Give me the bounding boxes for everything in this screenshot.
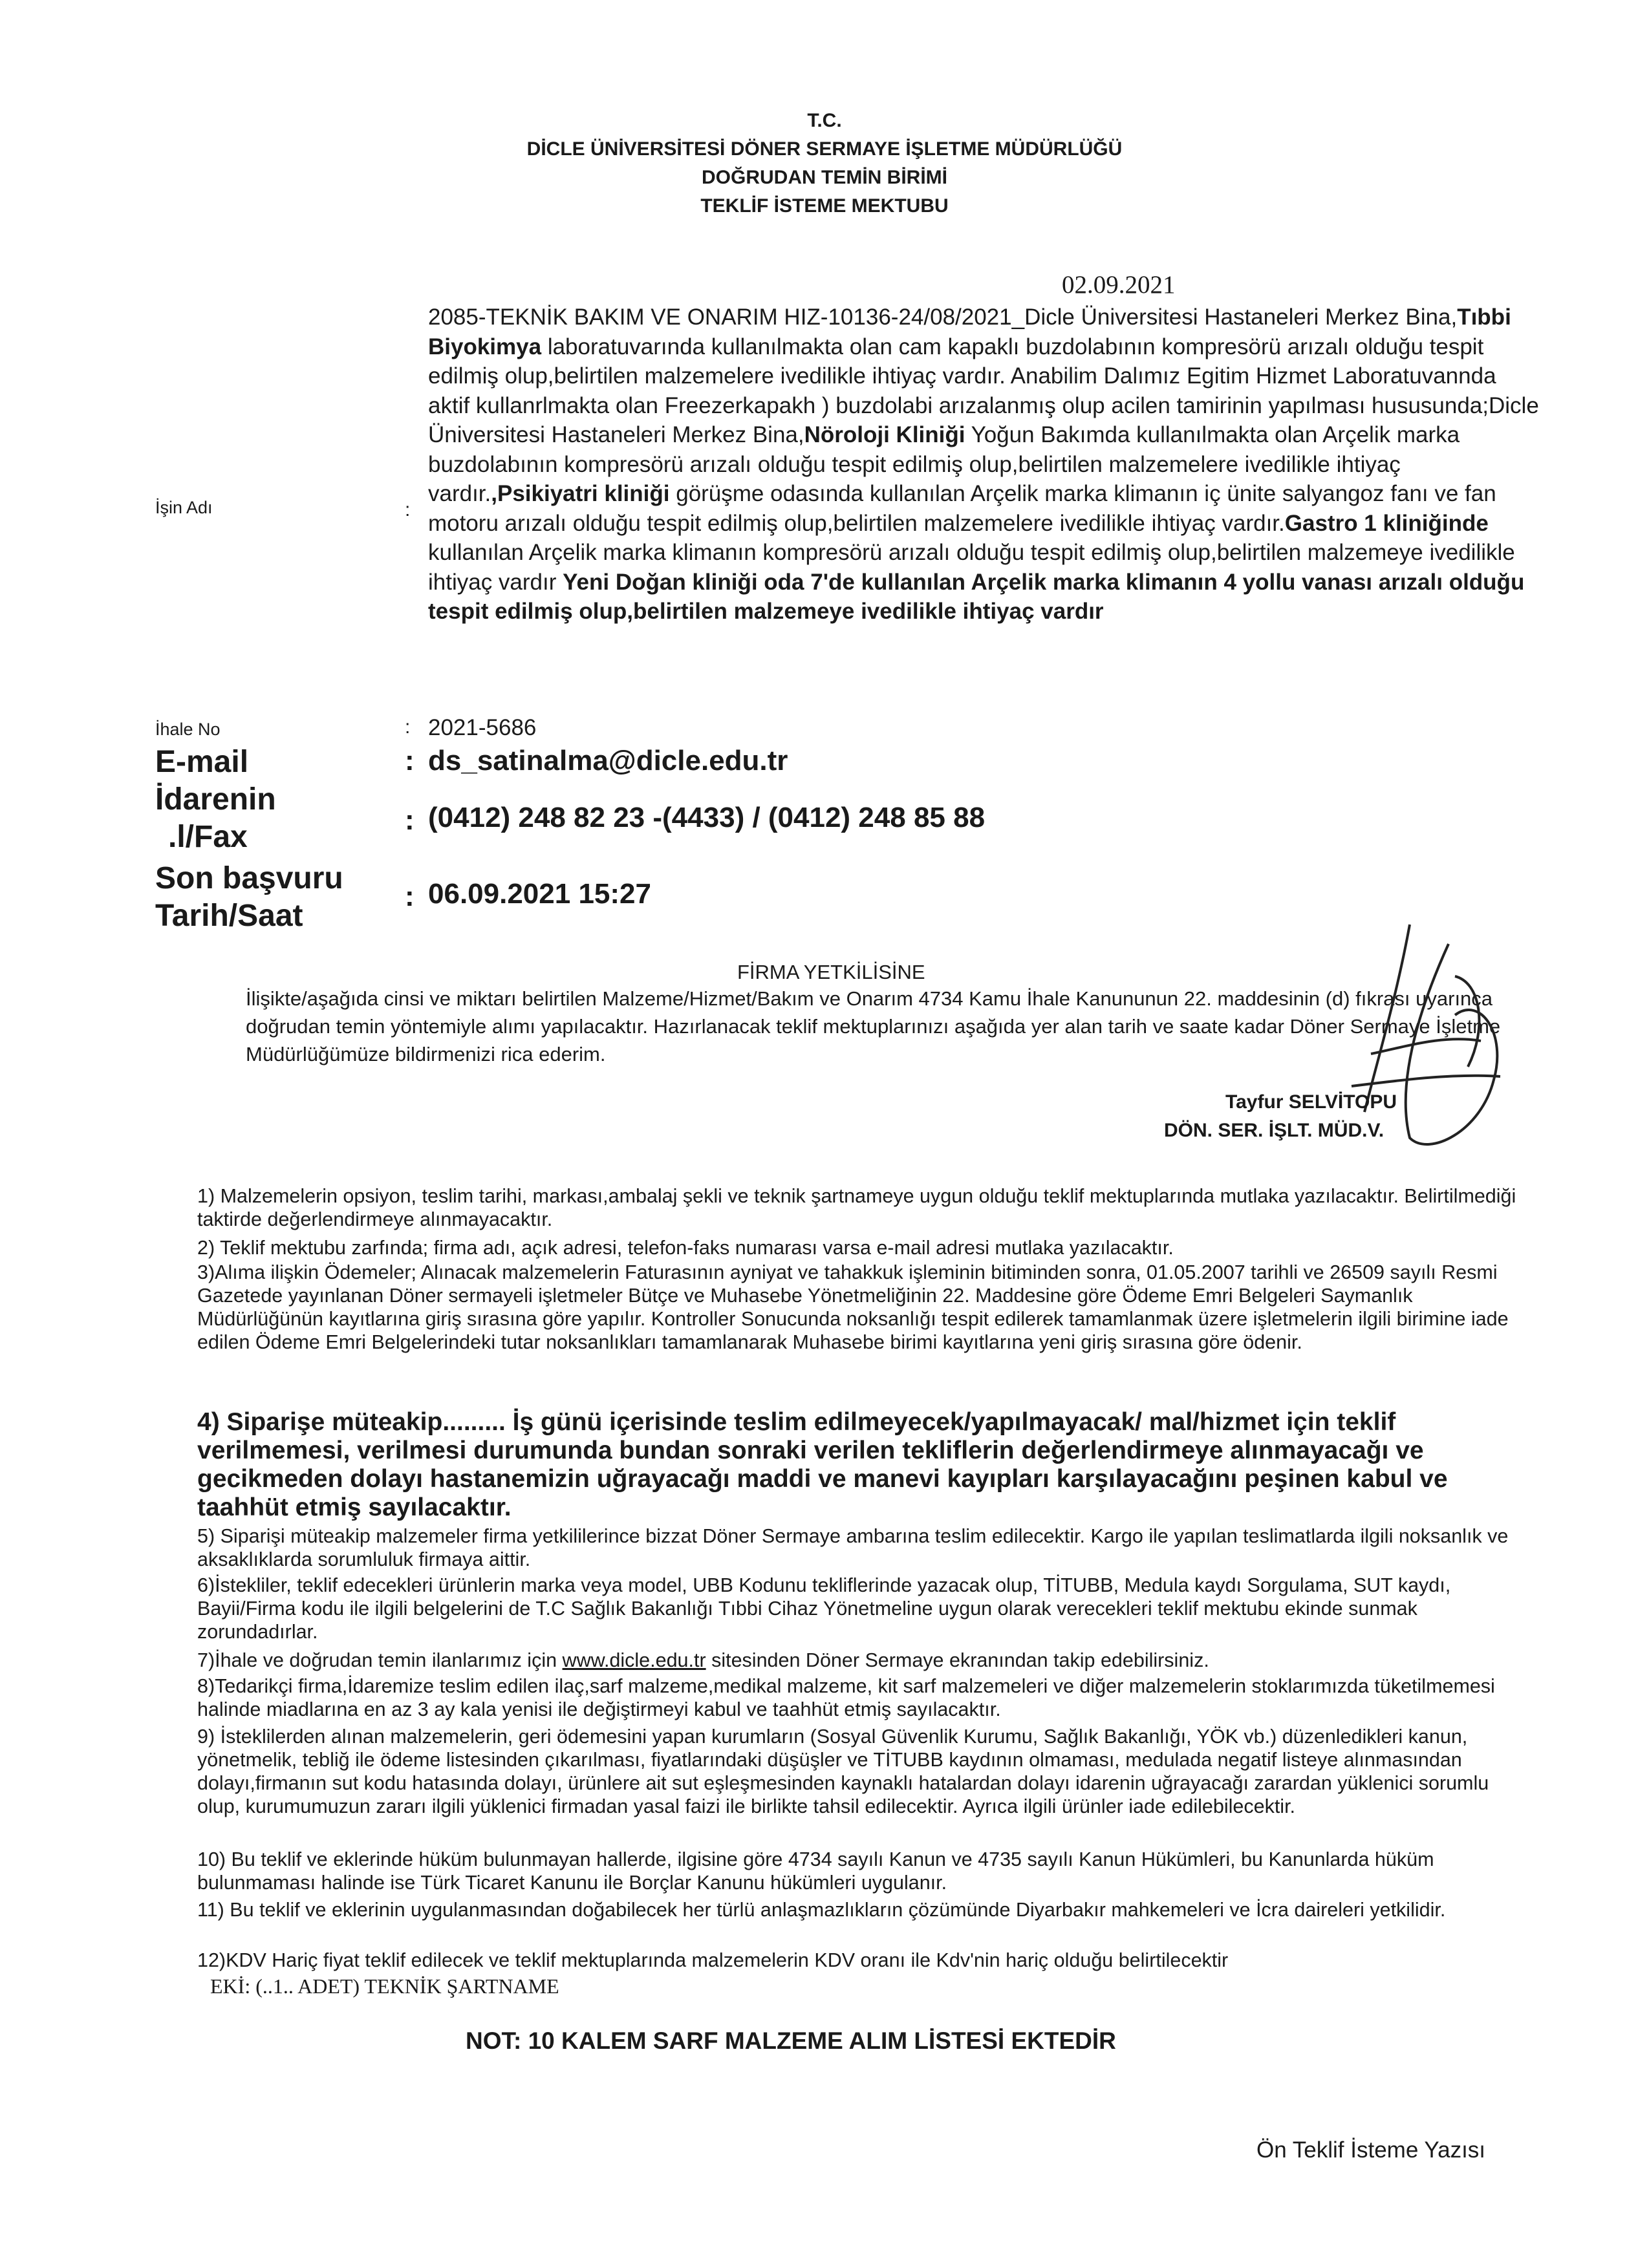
isin-adi-colon: : bbox=[405, 499, 411, 520]
tel-fax-value: (0412) 248 82 23 -(4433) / (0412) 248 85 88 bbox=[428, 802, 986, 833]
isin-adi-segment: Tıbbi Biyokimya bbox=[428, 305, 1511, 359]
term-7-text-post: sitesinden Döner Sermaye ekranından takip edebilirsiniz. bbox=[706, 1649, 1209, 1671]
ihale-no-colon: : bbox=[405, 716, 411, 738]
isin-adi-segment: Gastro 1 kliniğinde bbox=[1284, 510, 1489, 536]
term-7-text-pre: 7)İhale ve doğrudan temin ilanlarımız için bbox=[197, 1649, 563, 1671]
isin-adi-segment: 2085-TEKNİK BAKIM VE ONARIM HIZ-10136-24/08/2021_Dicle Üniversitesi Hastaneleri Merkez Bina, bbox=[428, 305, 1458, 330]
isin-adi-segment: laboratuvarında kullanılmakta olan cam kapaklı buzdolabının kompresörü arızalı olduğu tespit edilmiş olup,belirtilen malzemelere ivedilikle ihtiyaç vardır. Anabilim Dalımız Egitim Hizmet Laboratuvannda aktif kullanrlmakta olan Freezerkapakh ) buzdolabi arızalanmış olup acilen tamirinin yapılması hususunda;Dicle Üniversitesi Hastaneleri Merkez Bina, bbox=[428, 334, 1539, 447]
attachment-line: EKİ: (..1.. ADET) TEKNİK ŞARTNAME bbox=[210, 1974, 559, 1998]
email-colon: : bbox=[405, 745, 415, 776]
isin-adi-segment: Yoğun Bakımda kullanılmakta olan Arçelik marka buzdolabının kompresörü arızalı olduğu tespit edilmiş olup,belirtilen malzemelere ivedilikle ihtiyaç vardır. bbox=[428, 422, 1460, 506]
term-2: 2) Teklif mektubu zarfında; firma adı, açık adresi, telefon-faks numarası varsa e-mail adresi mutlaka yazılacaktır. bbox=[197, 1237, 1174, 1259]
signature-name: Tayfur SELVİTOPU bbox=[1225, 1091, 1397, 1113]
header-tc: T.C. bbox=[807, 110, 842, 131]
email-label: E-mail bbox=[155, 745, 249, 779]
header-letter-title: TEKLİF İSTEME MEKTUBU bbox=[700, 195, 949, 217]
website-link[interactable]: www.dicle.edu.tr bbox=[562, 1649, 706, 1671]
signature-title: DÖN. SER. İŞLT. MÜD.V. bbox=[1164, 1120, 1385, 1141]
term-1: 1) Malzemelerin opsiyon, teslim tarihi, markası,ambalaj şekli ve teknik şartnameye uygun olduğu teklif mektuplarında mutlaka yazılacaktır. Belirtilmediği taktirde değerlendirmeye alınmayacaktır. bbox=[197, 1185, 1516, 1230]
term-4: 4) Siparişe müteakip......... İş günü içerisinde teslim edilmeyecek/yapılmayacak/ mal/hizmet için teklif verilmemesi, verilmesi durumunda bundan sonraki verilen tekliflerin değerlendirmeye alınmayacağı ve gecikmeden dolayı hastanemizin uğrayacağı maddi ve manevi kayıpları karşılayacağını peşinen kabul ve taahhüt etmiş sayılacaktır. bbox=[197, 1408, 1448, 1521]
isin-adi-segment: ,Psikiyatri kliniği bbox=[491, 481, 670, 506]
isin-adi-text bbox=[428, 303, 1540, 626]
ihale-no-value: 2021-5686 bbox=[428, 715, 537, 740]
note-line: NOT: 10 KALEM SARF MALZEME ALIM LİSTESİ EKTEDİR bbox=[466, 2027, 1116, 2054]
isin-adi-segment: Nöroloji Kliniği bbox=[804, 422, 965, 447]
term-9: 9) İsteklilerden alınan malzemelerin, geri ödemesini yapan kurumların (Sosyal Güvenlik Kurumu, Sağlık Bakanlığı, YÖK vb.) düzenledikleri kanun, yönetmelik, tebliğ ile ödeme listesinden çıkarılması, fiyatlarındaki düşüşler ve TİTUBB kaydının olmaması, medulada negatif listeye alınmasından dolayı,firmanın sut kodu hatasında dolayı, ürünlere ait sut eşleşmesinden kaynaklı hatalardan dolayı idarenin uğrayacağı zarardan yüklenici sorumlu olup, kurumumuzun zararı ilgili yüklenici firmadan yasal faizi ile birlikte tahsil edilecektir. Ayrıca ilgili ürünler iade edilebilecektir. bbox=[197, 1726, 1489, 1817]
deadline-label-line2: Tarih/Saat bbox=[155, 899, 303, 933]
email-value: ds_satinalma@dicle.edu.tr bbox=[428, 745, 788, 776]
term-12: 12)KDV Hariç fiyat teklif edilecek ve teklif mektuplarında malzemelerin KDV oranı ile Kdv'nin hariç olduğu belirtilecektir bbox=[197, 1949, 1229, 1971]
footer-label: Ön Teklif İsteme Yazısı bbox=[1256, 2137, 1486, 2163]
header-university: DİCLE ÜNİVERSİTESİ DÖNER SERMAYE İŞLETME MÜDÜRLÜĞÜ bbox=[526, 138, 1123, 160]
term-10: 10) Bu teklif ve eklerinde hüküm bulunmayan hallerde, ilgisine göre 4734 sayılı Kanun ve 4735 sayılı Kanun Hükümleri, bu Kanunlarda hüküm bulunmaması halinde ise Türk Ticaret Kanunu ile Borçlar Kanunu hükümleri uygulanır. bbox=[197, 1848, 1434, 1894]
tel-label-line2: .l/Fax bbox=[168, 820, 248, 854]
firma-title: FİRMA YETKİLİSİNE bbox=[737, 961, 925, 983]
deadline-colon: : bbox=[405, 881, 415, 912]
document-date: 02.09.2021 bbox=[1062, 271, 1176, 299]
deadline-label-line1: Son başvuru bbox=[155, 861, 343, 895]
ihale-no-label: İhale No bbox=[155, 720, 221, 739]
isin-adi-segment: Yeni Doğan kliniği oda 7'de kullanılan Arçelik marka klimanın 4 yollu vanası arızalı olduğu tespit edilmiş olup,belirtilen malzemeye ivedilikle ihtiyaç vardır bbox=[428, 569, 1525, 624]
term-7 bbox=[197, 1649, 1523, 1672]
isin-adi-segment: kullanılan Arçelik marka klimanın kompresörü arızalı olduğu tespit edilmiş olup,belirtilen malzemeye ivedilikle ihtiyaç vardır bbox=[428, 540, 1515, 595]
isin-adi-label: İşin Adı bbox=[155, 498, 213, 517]
header-unit: DOĞRUDAN TEMİN BİRİMİ bbox=[702, 167, 947, 188]
term-8: 8)Tedarikçi firma,İdaremize teslim edilen ilaç,sarf malzeme,medikal malzeme, kit sarf malzemeleri ve diğer malzemelerin stoklarımızda tüketilmemesi halinde miadlarına en az 3 ay kala yenisi ile değiştirmeyi kabul ve taahhüt etmiş sayılacaktır. bbox=[197, 1675, 1495, 1720]
term-6: 6)İstekliler, teklif edecekleri ürünlerin marka veya model, UBB Kodunu tekliflerinde yazacak olup, TİTUBB, Medula kaydı Sorgulama, SUT kaydı, Bayii/Firma kodu ile ilgili belgelerini de T.C Sağlık Bakanlığı Tıbbi Cihaz Yönetmeline uygun olarak verecekleri teklif mektubu ekinde sunmak zorundadırlar. bbox=[197, 1574, 1451, 1643]
term-3: 3)Alıma ilişkin Ödemeler; Alınacak malzemelerin Faturasının ayniyat ve tahakkuk işleminin bitiminden sonra, 01.05.2007 tarihli ve 26509 sayılı Resmi Gazetede yayınlanan Döner sermayeli işletmeler Bütçe ve Muhasebe Yönetmeliğinin 22. Maddesine göre Ödeme Emri Belgeleri Saymanlık Müdürlüğünün kayıtlarına giriş sırasına göre yapılır. Kontroller Sonucunda noksanlığı tespit edilerek tamamlanmak üzere işletmelerin ilgili birimine iade edilen Ödeme Emri Belgelerindeki tutar noksanlıkları tamamlanarak Muhasebe birimi kayıtlarına yeni giriş sırasına göre ödenir. bbox=[197, 1261, 1509, 1353]
isin-adi-segment: görüşme odasında kullanılan Arçelik marka klimanın iç ünite salyangoz fanı ve fan motoru arızalı olduğu tespit edilmiş olup,belirtilen malzemelere ivedilikle ihtiyaç vardır. bbox=[428, 481, 1496, 536]
firma-body-text: İlişikte/aşağıda cinsi ve miktarı belirtilen Malzeme/Hizmet/Bakım ve Onarım 4734 Kamu İhale Kanununun 22. maddesinin (d) fıkrası uyarınca doğrudan temin yöntemiyle alımı yapılacaktır. Hazırlanacak teklif mektuplarınızı aşağıda yer alan tarih ve saate kadar Döner Sermaye İşletme Müdürlüğümüze bildirmenizi rica ederim. bbox=[246, 987, 1501, 1065]
deadline-value: 06.09.2021 15:27 bbox=[428, 878, 651, 910]
tel-label-line1: İdarenin bbox=[155, 782, 276, 817]
term-11: 11) Bu teklif ve eklerinin uygulanmasından doğabilecek her türlü anlaşmazlıkların çözümünde Diyarbakır mahkemeleri ve İcra daireleri yetkilidir. bbox=[197, 1899, 1446, 1921]
tel-colon: : bbox=[405, 804, 415, 836]
term-5: 5) Siparişi müteakip malzemeler firma yetkililerince bizzat Döner Sermaye ambarına teslim edilecektir. Kargo ile yapılan teslimatlarda ilgili noksanlık ve aksaklıklarda sorumluluk firmaya aittir. bbox=[197, 1525, 1509, 1570]
